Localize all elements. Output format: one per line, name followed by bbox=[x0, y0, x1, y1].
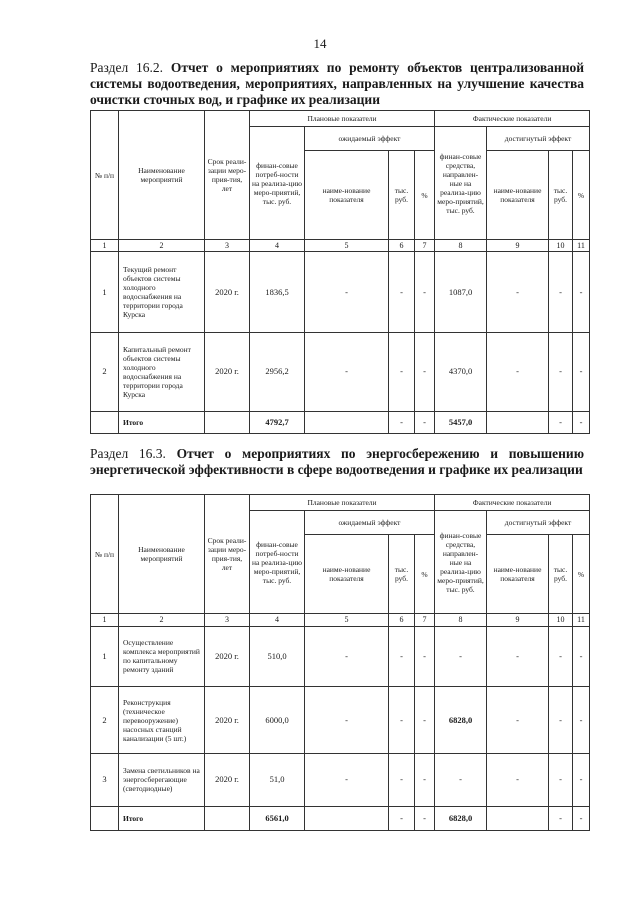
column-number: 5 bbox=[305, 240, 389, 252]
header-planned: Плановые показатели bbox=[250, 111, 435, 127]
column-number: 4 bbox=[250, 614, 305, 626]
empty-cell bbox=[91, 411, 119, 433]
row-plan-fin: 2956,2 bbox=[250, 333, 305, 412]
row-exp-rub: - bbox=[389, 333, 415, 412]
total-plan-fin: 6561,0 bbox=[250, 806, 305, 830]
header-thousand-rub: тыс. руб. bbox=[549, 535, 573, 614]
total-exp-pct: - bbox=[415, 411, 435, 433]
total-ach-rub: - bbox=[549, 806, 573, 830]
column-number: 7 bbox=[415, 614, 435, 626]
total-row bbox=[91, 806, 590, 830]
section-title: Отчет о мероприятиях по энергосбережению и повышению энергетической эффективности в сфере водоотведения и графике их реализации bbox=[90, 446, 585, 477]
row-ach-rub: - bbox=[549, 687, 573, 754]
empty-cell bbox=[205, 806, 250, 830]
header-term: Срок реали-зации меро-прия-тия, лет bbox=[205, 111, 250, 240]
row-ach-name: - bbox=[487, 754, 549, 807]
column-number: 11 bbox=[573, 614, 590, 626]
header-indicator-name: наиме-нование показателя bbox=[305, 151, 389, 240]
header-indicator-name: наиме-нование показателя bbox=[305, 535, 389, 614]
table-row bbox=[91, 252, 590, 333]
header-actual-fin: финан-совые средства, направлен-ные на реализа-цию меро-приятий, тыс. руб. bbox=[435, 511, 487, 614]
row-ach-rub: - bbox=[549, 626, 573, 687]
row-num: 1 bbox=[91, 252, 119, 333]
row-ach-rub: - bbox=[549, 252, 573, 333]
row-ach-pct: - bbox=[573, 252, 590, 333]
row-term: 2020 г. bbox=[205, 252, 250, 333]
row-ach-name: - bbox=[487, 252, 549, 333]
row-fact-fin: 4370,0 bbox=[435, 333, 487, 412]
row-ach-name: - bbox=[487, 687, 549, 754]
total-exp-rub: - bbox=[389, 411, 415, 433]
column-number: 6 bbox=[389, 614, 415, 626]
header-num: № п/п bbox=[91, 495, 119, 614]
table-row bbox=[91, 687, 590, 754]
column-number: 9 bbox=[487, 614, 549, 626]
row-fact-fin: - bbox=[435, 754, 487, 807]
row-term: 2020 г. bbox=[205, 333, 250, 412]
column-number: 8 bbox=[435, 240, 487, 252]
row-num: 1 bbox=[91, 626, 119, 687]
header-achieved: достигнутый эффект bbox=[487, 127, 590, 151]
row-num: 3 bbox=[91, 754, 119, 807]
total-label: Итого bbox=[119, 806, 205, 830]
column-number: 7 bbox=[415, 240, 435, 252]
row-name: Замена светильников на энергосберегающие (светодиодные) bbox=[119, 754, 205, 807]
row-fact-fin: 1087,0 bbox=[435, 252, 487, 333]
header-term: Срок реали-зации меро-прия-тия, лет bbox=[205, 495, 250, 614]
row-ach-rub: - bbox=[549, 333, 573, 412]
row-exp-pct: - bbox=[415, 333, 435, 412]
row-plan-fin: 51,0 bbox=[250, 754, 305, 807]
row-ach-name: - bbox=[487, 333, 549, 412]
row-fact-fin: 6828,0 bbox=[435, 687, 487, 754]
header-percent: % bbox=[573, 535, 590, 614]
column-number: 10 bbox=[549, 614, 573, 626]
column-number: 10 bbox=[549, 240, 573, 252]
total-exp-rub: - bbox=[389, 806, 415, 830]
table-row bbox=[91, 754, 590, 807]
row-exp-pct: - bbox=[415, 626, 435, 687]
total-plan-fin: 4792,7 bbox=[250, 411, 305, 433]
row-exp-pct: - bbox=[415, 754, 435, 807]
header-expected: ожидаемый эффект bbox=[305, 127, 435, 151]
empty-cell bbox=[91, 806, 119, 830]
column-number: 3 bbox=[205, 614, 250, 626]
column-number: 1 bbox=[91, 614, 119, 626]
row-exp-pct: - bbox=[415, 252, 435, 333]
row-exp-rub: - bbox=[389, 687, 415, 754]
column-number: 6 bbox=[389, 240, 415, 252]
column-number: 9 bbox=[487, 240, 549, 252]
column-number: 2 bbox=[119, 614, 205, 626]
row-exp-pct: - bbox=[415, 687, 435, 754]
section-label: Раздел 16.3. bbox=[90, 446, 166, 461]
row-exp-name: - bbox=[305, 252, 389, 333]
row-exp-rub: - bbox=[389, 626, 415, 687]
column-number: 2 bbox=[119, 240, 205, 252]
row-name: Осуществление комплекса мероприятий по капитальному ремонту зданий bbox=[119, 626, 205, 687]
empty-cell bbox=[487, 806, 549, 830]
row-ach-pct: - bbox=[573, 754, 590, 807]
section-title: Отчет о мероприятиях по ремонту объектов централизованной системы водоотведения, мероприятиях, направленных на улучшение качества очистки сточных вод, и графике их реализации bbox=[90, 60, 584, 107]
row-exp-rub: - bbox=[389, 252, 415, 333]
column-number: 1 bbox=[91, 240, 119, 252]
section-label: Раздел 16.2. bbox=[90, 60, 164, 75]
header-indicator-name: наиме-нование показателя bbox=[487, 535, 549, 614]
header-name: Наименование мероприятий bbox=[119, 111, 205, 240]
empty-cell bbox=[305, 411, 389, 433]
row-name: Капитальный ремонт объектов системы холодного водоснабжения на территории города Курска bbox=[119, 333, 205, 412]
header-expected: ожидаемый эффект bbox=[305, 511, 435, 535]
row-ach-name: - bbox=[487, 626, 549, 687]
row-ach-rub: - bbox=[549, 754, 573, 807]
header-indicator-name: наиме-нование показателя bbox=[487, 151, 549, 240]
total-label: Итого bbox=[119, 411, 205, 433]
row-plan-fin: 1836,5 bbox=[250, 252, 305, 333]
empty-cell bbox=[305, 806, 389, 830]
row-name: Реконструкция (техническое перевооружение) насосных станций канализации (5 шт.) bbox=[119, 687, 205, 754]
report-table-repair bbox=[90, 110, 590, 434]
row-exp-rub: - bbox=[389, 754, 415, 807]
section-heading-16-2 bbox=[90, 60, 584, 108]
row-name: Текущий ремонт объектов системы холодного водоснабжения на территории города Курска bbox=[119, 252, 205, 333]
row-exp-name: - bbox=[305, 687, 389, 754]
empty-cell bbox=[205, 411, 250, 433]
total-ach-pct: - bbox=[573, 411, 590, 433]
total-ach-pct: - bbox=[573, 806, 590, 830]
report-table-energy bbox=[90, 494, 590, 831]
row-exp-name: - bbox=[305, 626, 389, 687]
total-ach-rub: - bbox=[549, 411, 573, 433]
header-actual: Фактические показатели bbox=[435, 495, 590, 511]
header-name: Наименование мероприятий bbox=[119, 495, 205, 614]
row-num: 2 bbox=[91, 687, 119, 754]
row-term: 2020 г. bbox=[205, 626, 250, 687]
header-thousand-rub: тыс. руб. bbox=[549, 151, 573, 240]
total-fact-fin: 5457,0 bbox=[435, 411, 487, 433]
table-row bbox=[91, 626, 590, 687]
total-row bbox=[91, 411, 590, 433]
row-num: 2 bbox=[91, 333, 119, 412]
column-number: 4 bbox=[250, 240, 305, 252]
header-actual: Фактические показатели bbox=[435, 111, 590, 127]
column-number: 3 bbox=[205, 240, 250, 252]
row-term: 2020 г. bbox=[205, 687, 250, 754]
header-achieved: достигнутый эффект bbox=[487, 511, 590, 535]
empty-cell bbox=[487, 411, 549, 433]
row-plan-fin: 510,0 bbox=[250, 626, 305, 687]
total-exp-pct: - bbox=[415, 806, 435, 830]
column-number: 8 bbox=[435, 614, 487, 626]
header-percent: % bbox=[573, 151, 590, 240]
column-number: 11 bbox=[573, 240, 590, 252]
column-number: 5 bbox=[305, 614, 389, 626]
section-heading-16-3 bbox=[90, 446, 584, 478]
page-number: 14 bbox=[313, 36, 327, 51]
row-fact-fin: - bbox=[435, 626, 487, 687]
row-term: 2020 г. bbox=[205, 754, 250, 807]
header-planned-fin: финан-совые потреб-ности на реализа-цию меро-приятий, тыс. руб. bbox=[250, 511, 305, 614]
header-thousand-rub: тыс. руб. bbox=[389, 151, 415, 240]
header-planned-fin: финан-совые потреб-ности на реализа-цию меро-приятий, тыс. руб. bbox=[250, 127, 305, 240]
row-ach-pct: - bbox=[573, 687, 590, 754]
table-row bbox=[91, 333, 590, 412]
header-planned: Плановые показатели bbox=[250, 495, 435, 511]
row-plan-fin: 6000,0 bbox=[250, 687, 305, 754]
header-num: № п/п bbox=[91, 111, 119, 240]
row-ach-pct: - bbox=[573, 626, 590, 687]
row-exp-name: - bbox=[305, 754, 389, 807]
header-thousand-rub: тыс. руб. bbox=[389, 535, 415, 614]
header-actual-fin: финан-совые средства, направлен-ные на реализа-цию меро-приятий, тыс. руб. bbox=[435, 127, 487, 240]
header-percent: % bbox=[415, 535, 435, 614]
row-ach-pct: - bbox=[573, 333, 590, 412]
header-percent: % bbox=[415, 151, 435, 240]
row-exp-name: - bbox=[305, 333, 389, 412]
total-fact-fin: 6828,0 bbox=[435, 806, 487, 830]
